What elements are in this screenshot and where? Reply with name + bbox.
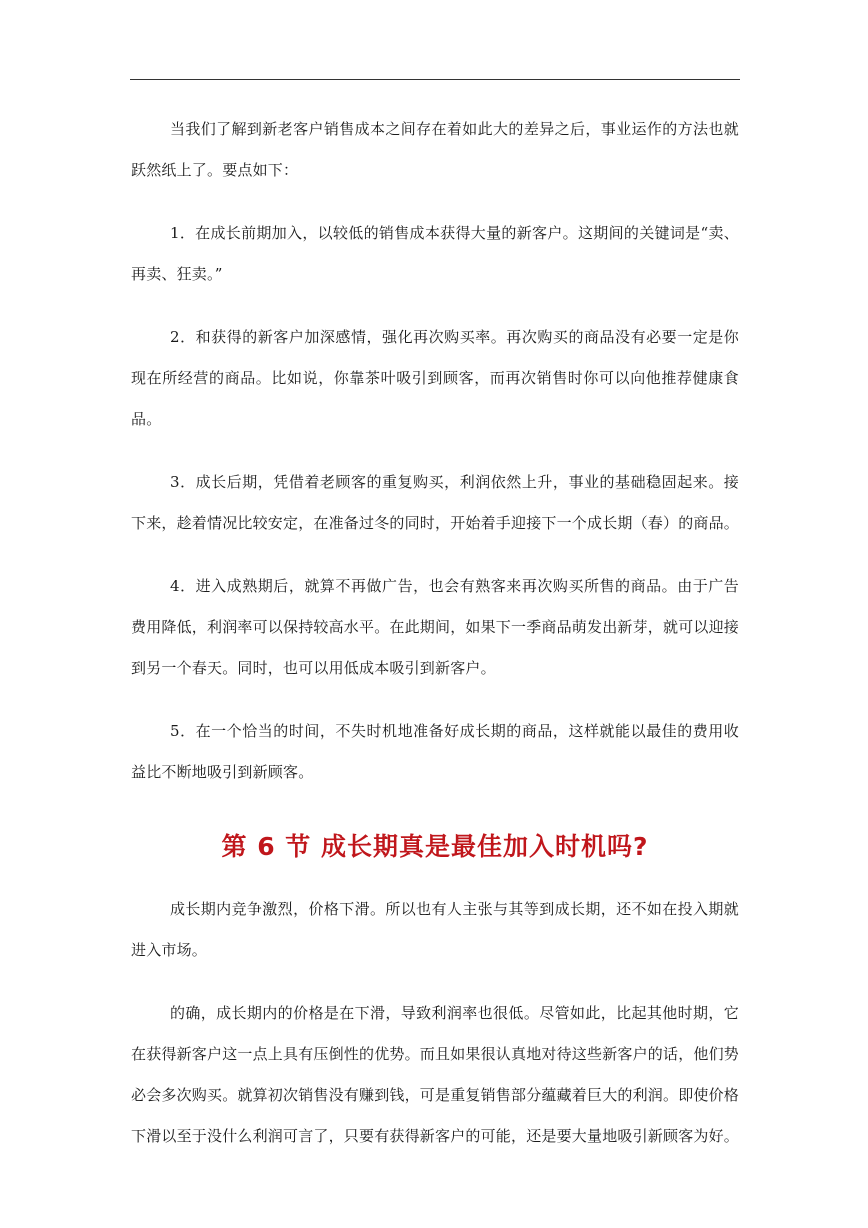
point-4-paragraph: 4．进入成熟期后，就算不再做广告，也会有熟客来再次购买所售的商品。由于广告费用降低，利润率可以保持较高水平。在此期间，如果下一季商品萌发出新芽，就可以迎接到另一个春天。同时，也可以用低成本吸引到新客户。 [131, 577, 740, 677]
point-1-paragraph: 1．在成长前期加入，以较低的销售成本获得大量的新客户。这期间的关键词是“卖、再卖、狂卖。” [131, 224, 739, 283]
point-2-paragraph: 2．和获得的新客户加深感情，强化再次购买率。再次购买的商品没有必要一定是你现在所经营的商品。比如说，你靠茶叶吸引到顾客，而再次销售时你可以向他推荐健康食品。 [131, 328, 739, 428]
section-heading: 第 6 节 成长期真是最佳加入时机吗? [221, 832, 649, 861]
point-5-paragraph: 5．在一个恰当的时间，不失时机地准备好成长期的商品，这样就能以最佳的费用收益比不断地吸引到新顾客。 [131, 722, 739, 781]
document-body [131, 109, 739, 1179]
intro-paragraph: 当我们了解到新老客户销售成本之间存在着如此大的差异之后，事业运作的方法也就跃然纸上了。要点如下： [131, 120, 739, 179]
header-rule [130, 79, 740, 80]
point-3-paragraph: 3．成长后期，凭借着老顾客的重复购买，利润依然上升，事业的基础稳固起来。接下来，趁着情况比较安定，在准备过冬的同时，开始着手迎接下一个成长期（春）的商品。 [131, 473, 740, 532]
section-paragraph-1: 成长期内竞争激烈，价格下滑。所以也有人主张与其等到成长期，还不如在投入期就进入市场。 [131, 900, 739, 959]
section-paragraph-2: 的确，成长期内的价格是在下滑，导致利润率也很低。尽管如此，比起其他时期，它在获得新客户这一点上具有压倒性的优势。而且如果很认真地对待这些新客户的话，他们势必会多次购买。就算初次销售没有赚到钱，可是重复销售部分蕴藏着巨大的利润。即使价格下滑以至于没什么利润可言了，只要有获得新客户的可能，还是要大量地吸引新顾客为好。 [131, 1004, 740, 1145]
